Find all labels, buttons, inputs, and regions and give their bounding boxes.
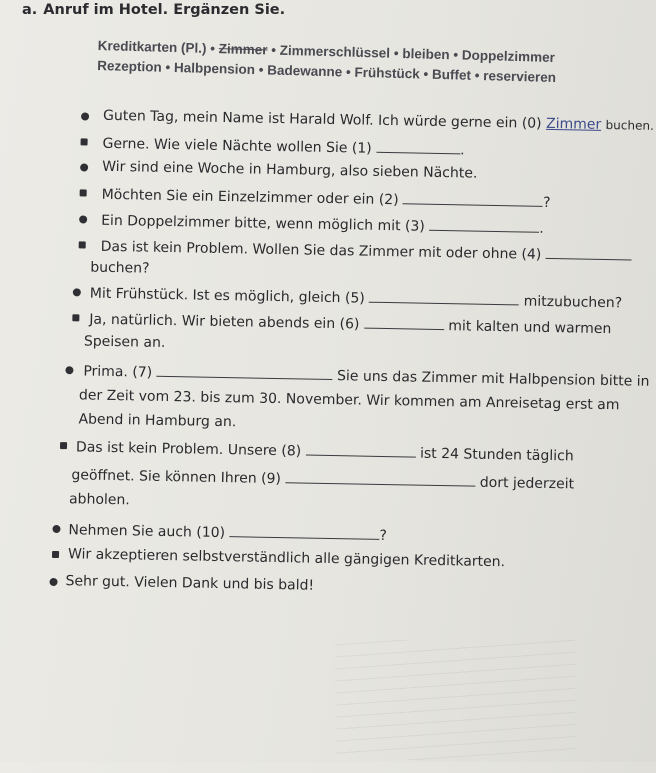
speaker-guest-bullet (49, 578, 57, 586)
word-zimmerschluessel: Zimmerschlüssel (279, 42, 391, 61)
word-separator: • (393, 45, 399, 61)
word-fruehstueck: Frühstück (354, 64, 420, 82)
word-doppelzimmer: Doppelzimmer (461, 47, 556, 65)
word-kreditkarten: Kreditkarten (Pl.) (97, 37, 207, 56)
word-halbpension: Halbpension (173, 60, 256, 78)
speaker-guest-bullet (52, 525, 60, 533)
dialogue-line-1 (102, 133, 464, 160)
speaker-receptionist-bullet (60, 442, 67, 449)
answer-blank-6[interactable] (364, 314, 444, 330)
word-separator: • (258, 62, 264, 78)
dialogue-text: . (539, 220, 544, 237)
dialogue-text: Sie uns das Zimmer mit Halbpension bitte in (336, 368, 650, 390)
speaker-guest-bullet (80, 163, 88, 171)
speaker-guest-bullet (73, 288, 81, 296)
dialogue-text: Nehmen Sie auch (10) (68, 522, 226, 542)
answer-blank-3[interactable] (429, 216, 539, 233)
dialogue-line-11 (68, 545, 505, 571)
dialogue-line-12 (65, 572, 314, 595)
dialogue-line-3 (101, 184, 550, 212)
word-separator: • (423, 66, 429, 82)
word-separator: • (271, 42, 277, 58)
dialogue-line-2 (102, 158, 478, 183)
exercise-instruction: Anruf im Hotel. Ergänzen Sie. (43, 2, 286, 18)
word-separator: • (345, 64, 351, 80)
answer-blank-1[interactable] (376, 138, 460, 155)
answer-blank-9[interactable] (285, 468, 475, 486)
dialogue-line-8b (79, 386, 620, 414)
answer-blank-2[interactable] (403, 189, 543, 207)
dialogue-text: ist 24 Stunden täglich (419, 445, 574, 465)
dialogue-text: . (459, 142, 465, 159)
dialogue-text: Wir sind eine Woche in Hamburg, also sieben Nächte. (102, 158, 478, 182)
word-zimmer: Zimmer (218, 41, 268, 58)
dialogue-line-8a (83, 360, 649, 390)
dialogue-line-7a (89, 309, 611, 339)
word-rezeption: Rezeption (97, 57, 162, 75)
dialogue-line-8c (78, 410, 236, 431)
word-separator: • (474, 67, 480, 83)
speaker-receptionist-bullet (81, 138, 88, 145)
speaker-receptionist-bullet (52, 551, 59, 558)
answer-blank-5[interactable] (369, 288, 519, 306)
dialogue-line-9c (69, 490, 130, 509)
speaker-guest-bullet (79, 215, 87, 223)
dialogue-text: Abend in Hamburg an. (78, 411, 237, 431)
dialogue-line-10 (68, 519, 387, 545)
word-bleiben: bleiben (402, 45, 450, 63)
dialogue-text: Das ist kein Problem. Wollen Sie das Zimmer mit oder ohne (4) (100, 238, 542, 263)
dialogue-line-7b (84, 332, 166, 351)
dialogue-line-9b (71, 464, 574, 493)
word-buffet: Buffet (431, 66, 472, 83)
speaker-guest-bullet (81, 112, 89, 120)
dialogue-text: Ja, natürlich. Wir bieten abends ein (6) (89, 311, 360, 333)
word-separator: • (210, 40, 216, 57)
dialogue-text: Mit Frühstück. Ist es möglich, gleich (5) (89, 285, 365, 307)
word-separator: • (165, 59, 171, 75)
answer-blank-8[interactable] (306, 441, 416, 458)
dialogue-text: Sehr gut. Vielen Dank und bis bald! (65, 573, 315, 594)
dialogue-text: der Zeit vom 23. bis zum 30. November. Wir kommen am Anreisetag erst am (78, 387, 620, 414)
dialogue-text: Möchten Sie ein Einzelzimmer oder ein (2) (101, 186, 399, 209)
answer-blank-10[interactable] (229, 522, 379, 540)
speaker-guest-bullet (65, 366, 73, 374)
dialogue-line-6 (90, 283, 623, 313)
dialogue-text: buchen? (90, 259, 150, 277)
dialogue-text: Guten Tag, mein Name ist Harald Wolf. Ich würde gerne ein (0) (102, 107, 542, 132)
dialogue-text: ? (542, 194, 551, 212)
dialogue-text: Das ist kein Problem. Unsere (8) (75, 439, 302, 460)
word-reservieren: reservieren (483, 68, 557, 86)
dialogue-text: abholen. (68, 491, 130, 509)
dialogue-line-9a (76, 436, 574, 465)
dialogue-text: Prima. (7) (83, 363, 153, 381)
dialogue-line-5b (90, 259, 150, 278)
dialogue-line-4 (101, 210, 544, 238)
example-answer: Zimmer (545, 115, 602, 133)
speaker-receptionist-bullet (80, 189, 87, 196)
exercise-label: a. (22, 2, 38, 18)
dialogue-text: Gerne. Wie viele Nächte wollen Sie (1) (102, 135, 372, 157)
dialogue-text: mitzubuchen? (523, 293, 623, 312)
dialogue-text: mit kalten und warmen (448, 318, 612, 338)
answer-blank-4[interactable] (546, 244, 632, 261)
speaker-receptionist-bullet (79, 241, 86, 248)
dialogue-line-0 (103, 107, 654, 135)
dialogue-text: Ein Doppelzimmer bitte, wenn möglich mit (3) (101, 212, 425, 235)
dialogue-text: buchen. (605, 118, 654, 133)
dialogue-text: geöffnet. Sie können Ihren (9) (71, 467, 282, 488)
dialogue-text: ? (379, 527, 388, 545)
dialogue-text: dort jederzeit (479, 474, 575, 493)
word-badewanne: Badewanne (267, 62, 343, 80)
answer-blank-7[interactable] (157, 362, 333, 380)
dialogue-text: Wir akzeptieren selbstverständlich alle gängigen Kreditkarten. (67, 546, 506, 571)
speaker-receptionist-bullet (72, 314, 79, 321)
dialogue-line-5a (101, 236, 632, 266)
dialogue-text: Speisen an. (83, 333, 166, 351)
word-separator: • (453, 47, 459, 63)
